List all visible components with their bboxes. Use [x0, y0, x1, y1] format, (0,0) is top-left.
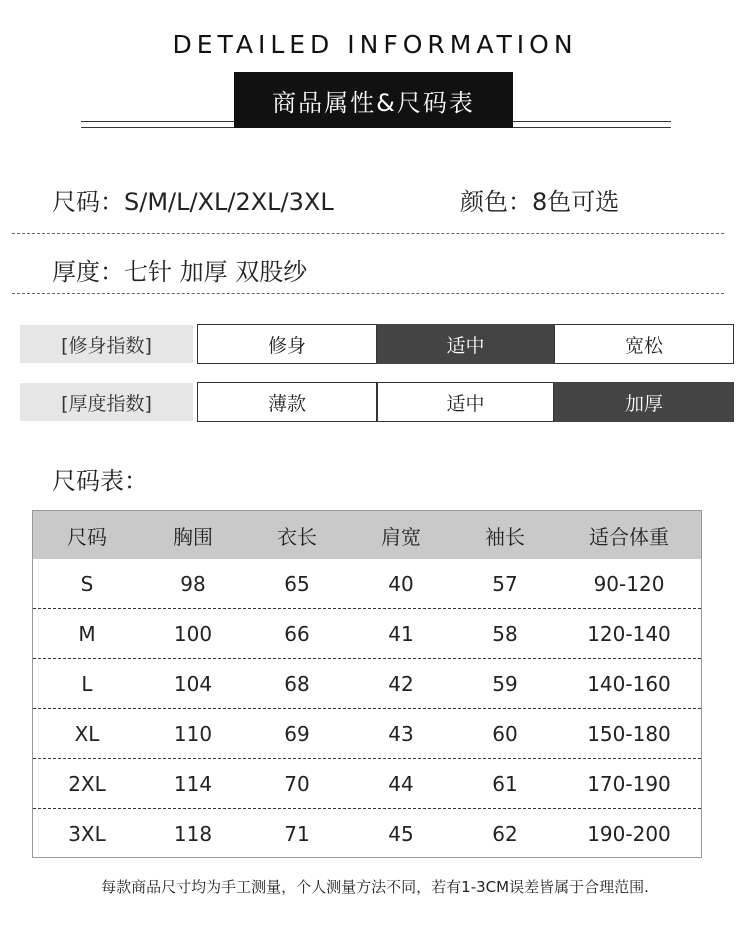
table-cell: 66 — [284, 621, 310, 646]
header-cell: 尺码 — [67, 524, 107, 549]
english-title: DETAILED INFORMATION — [172, 30, 578, 59]
table-cell: 44 — [388, 771, 414, 796]
header-cell: 衣长 — [277, 524, 317, 549]
table-body — [33, 559, 701, 859]
header-cell: 袖长 — [485, 524, 525, 549]
table-cell: M — [78, 621, 96, 646]
table-cell: 71 — [284, 822, 310, 846]
table-cell: 61 — [492, 771, 518, 796]
header-cell: 胸围 — [173, 524, 213, 549]
table-cell: 69 — [284, 721, 310, 746]
table-row — [33, 709, 701, 759]
table-cell: 42 — [388, 671, 414, 696]
fit-index-scale — [197, 324, 734, 364]
table-cell: 70 — [284, 771, 310, 796]
table-cell: 60 — [492, 721, 518, 746]
table-row — [33, 559, 701, 609]
thickness-index-scale — [197, 382, 734, 422]
table-cell: 170-190 — [587, 771, 671, 796]
table-cell: 58 — [492, 621, 518, 646]
thickness-option-thick: 加厚 — [554, 382, 734, 422]
table-cell: 68 — [284, 671, 310, 696]
table-cell: 98 — [180, 571, 206, 596]
table-cell: L — [81, 671, 93, 696]
fit-option-regular: 适中 — [377, 324, 554, 364]
table-row — [33, 609, 701, 659]
table-header — [33, 511, 701, 559]
color-spec: 颜色：8色可选 — [460, 188, 620, 216]
table-cell: 190-200 — [587, 822, 671, 846]
thickness-option-medium: 适中 — [377, 382, 554, 422]
table-cell: 100 — [173, 621, 213, 646]
size-spec: 尺码：S/M/L/XL/2XL/3XL — [52, 188, 334, 216]
fit-option-slim: 修身 — [197, 324, 377, 364]
table-cell: XL — [74, 721, 100, 746]
header-cell: 肩宽 — [381, 524, 421, 549]
table-cell: 114 — [173, 771, 213, 796]
table-cell: 150-180 — [587, 721, 671, 746]
table-cell: 104 — [173, 671, 213, 696]
section-title: 商品属性&尺码表 — [234, 72, 513, 128]
table-cell: 43 — [388, 721, 414, 746]
table-cell: 65 — [284, 571, 310, 596]
table-row — [33, 809, 701, 859]
table-cell: 90-120 — [593, 571, 665, 596]
table-row — [33, 659, 701, 709]
divider — [12, 293, 724, 294]
table-cell: 45 — [388, 822, 414, 846]
fit-index-label: [修身指数] — [20, 325, 193, 363]
table-cell: S — [80, 571, 94, 596]
fit-option-loose: 宽松 — [554, 324, 734, 364]
thickness-option-thin: 薄款 — [197, 382, 377, 422]
divider — [12, 233, 724, 234]
table-cell: 41 — [388, 621, 414, 646]
thickness-spec: 厚度：七针 加厚 双股纱 — [52, 258, 308, 286]
table-cell: 62 — [492, 822, 518, 846]
table-cell: 57 — [492, 571, 518, 596]
table-cell: 40 — [388, 571, 414, 596]
table-cell: 3XL — [68, 822, 106, 846]
header-cell: 适合体重 — [589, 524, 669, 549]
table-cell: 59 — [492, 671, 518, 696]
thickness-index-label: [厚度指数] — [20, 383, 193, 421]
measurement-note: 每款商品尺寸均为手工测量，个人测量方法不同，若有1-3CM误差皆属于合理范围. — [101, 878, 649, 896]
size-chart-title: 尺码表： — [52, 467, 148, 495]
table-cell: 118 — [173, 822, 213, 846]
table-cell: 110 — [173, 721, 213, 746]
table-cell: 120-140 — [587, 621, 671, 646]
table-row — [33, 759, 701, 809]
size-table — [32, 510, 702, 858]
table-cell: 140-160 — [587, 671, 671, 696]
table-cell: 2XL — [68, 771, 106, 796]
